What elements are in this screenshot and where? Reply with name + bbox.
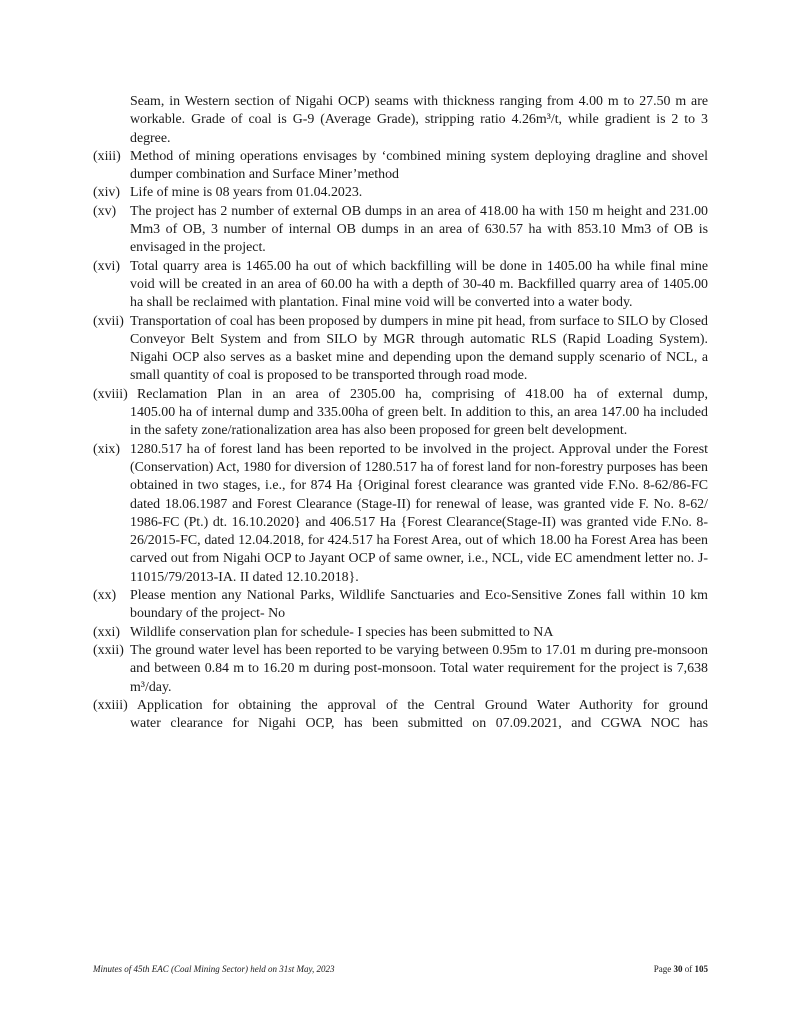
item-text: water clearance for Nigahi OCP, has been submitted on 07.09.2021, and CGWA NOC has bbox=[130, 716, 708, 732]
item-number: (xiv) bbox=[93, 185, 121, 201]
item-first-line: Application for obtaining the approval of the Central Ground Water Authority for ground bbox=[137, 697, 708, 713]
item-number: (xvi) bbox=[93, 258, 121, 274]
item-text: Method of mining operations envisages by ‘combined mining system deploying dragline and shovel dumper combination and Surface Miner’method bbox=[130, 148, 708, 183]
list-item-xvii bbox=[93, 313, 708, 386]
list-item-continued bbox=[93, 93, 708, 148]
item-first-line: Reclamation Plan in an area of 2305.00 ha, comprising of 418.00 ha of external dump, bbox=[137, 386, 708, 402]
item-text: The project has 2 number of external OB dumps in an area of 418.00 ha with 150 m height and 231.00 Mm3 of OB, 3 number of internal OB dumps in an area of 630.57 ha with 853.10 Mm3 of OB is envisaged in the project. bbox=[130, 203, 708, 256]
item-number: (xxi) bbox=[93, 624, 121, 640]
item-number: (xxii) bbox=[93, 642, 124, 658]
page-of-label: of bbox=[682, 964, 695, 974]
list-item-xiv bbox=[93, 184, 708, 202]
item-text: 1405.00 ha of internal dump and 335.00ha of green belt. In addition to this, an area 147.00 ha included in the safety zone/rationalization area has also been proposed for green belt development. bbox=[130, 405, 708, 439]
item-text: 1280.517 ha of forest land has been reported to be involved in the project. Approval under the Forest (Conservation) Act, 1980 for diversion of 1280.517 ha of forest land for non-forestry purposes has been obtained in two stages, i.e., for 874 Ha {Original forest clearance was granted vide F.No. 8-62/86-FC dated 18.06.1987 and Forest Clearance (Stage-II) for renewal of lease, was granted vide F. No. 8-62/ 1986-FC (Pt.) dt. 16.10.2020} and 406.517 Ha {Forest Clearance(Stage-II) was granted vide F.No. 8-26/2015-FC, dated 12.04.2018, for 424.517 ha Forest Area, out of which 18.00 ha Forest Area has been carved out from Nigahi OCP to Jayant OCP of same owner, i.e., NCL, vide EC amendment letter no. J-11015/79/2013-IA. II dated 12.10.2018}. bbox=[130, 441, 708, 585]
page-footer bbox=[93, 964, 708, 978]
item-text: Wildlife conservation plan for schedule- I species has been submitted to NA bbox=[130, 624, 554, 640]
item-number: (xviii) bbox=[93, 386, 128, 402]
list-item-xxi bbox=[93, 624, 708, 642]
list-item-xxiii bbox=[93, 697, 708, 734]
item-text: Please mention any National Parks, Wildlife Sanctuaries and Eco-Sensitive Zones fall within 10 km boundary of the project- No bbox=[130, 588, 708, 622]
list-item-xix bbox=[93, 441, 708, 587]
list-item-xx bbox=[93, 587, 708, 624]
item-number: (xv) bbox=[93, 203, 117, 219]
list-item-xv bbox=[93, 203, 708, 258]
current-page: 30 bbox=[673, 964, 683, 974]
item-text: Total quarry area is 1465.00 ha out of which backfilling will be done in 1405.00 ha while final mine void will be created in an area of 60.00 ha with a depth of 30-40 m. Backfilled quarry area of 1405.00 ha shall be reclaimed with plantation. Final mine void will be converted into a water body. bbox=[130, 258, 708, 311]
item-number: (xvii) bbox=[93, 313, 124, 329]
item-text: Life of mine is 08 years from 01.04.2023. bbox=[130, 185, 363, 201]
item-text: Seam, in Western section of Nigahi OCP) seams with thickness ranging from 4.00 m to 27.50 m are workable. Grade of coal is G-9 (Average Grade), stripping ratio 4.26m³/t, while gradient is 2 to 3 degree. bbox=[130, 94, 708, 146]
list-item-xiii bbox=[93, 148, 708, 185]
footer-meeting-title: Minutes of 45th EAC (Coal Mining Sector) held on 31st May, 2023 bbox=[93, 964, 335, 974]
item-text: The ground water level has been reported to be varying between 0.95m to 17.01 m during pre-monsoon and between 0.84 m to 16.20 m during post-monsoon. Total water requirement for the project is 7,638 m³/day. bbox=[130, 642, 708, 695]
item-number: (xxiii) bbox=[93, 697, 128, 713]
list-item-xvi bbox=[93, 258, 708, 313]
total-pages: 105 bbox=[694, 964, 708, 974]
list-item-xxii bbox=[93, 642, 708, 697]
item-number: (xx) bbox=[93, 588, 117, 604]
page-label: Page bbox=[653, 964, 674, 974]
list-item-xviii bbox=[93, 386, 708, 441]
item-text: Transportation of coal has been proposed by dumpers in mine pit head, from surface to SILO by Closed Conveyor Belt System and from SILO by MGR through automatic RLS (Rapid Loading System). Nigahi OCP also serves as a basket mine and depending upon the demand supply scenario of NCL, a small quantity of coal is proposed to be transported through road mode. bbox=[130, 313, 708, 384]
item-number: (xix) bbox=[93, 441, 121, 457]
footer-page-number bbox=[654, 964, 708, 974]
page-content bbox=[93, 93, 708, 733]
item-number: (xiii) bbox=[93, 148, 121, 164]
